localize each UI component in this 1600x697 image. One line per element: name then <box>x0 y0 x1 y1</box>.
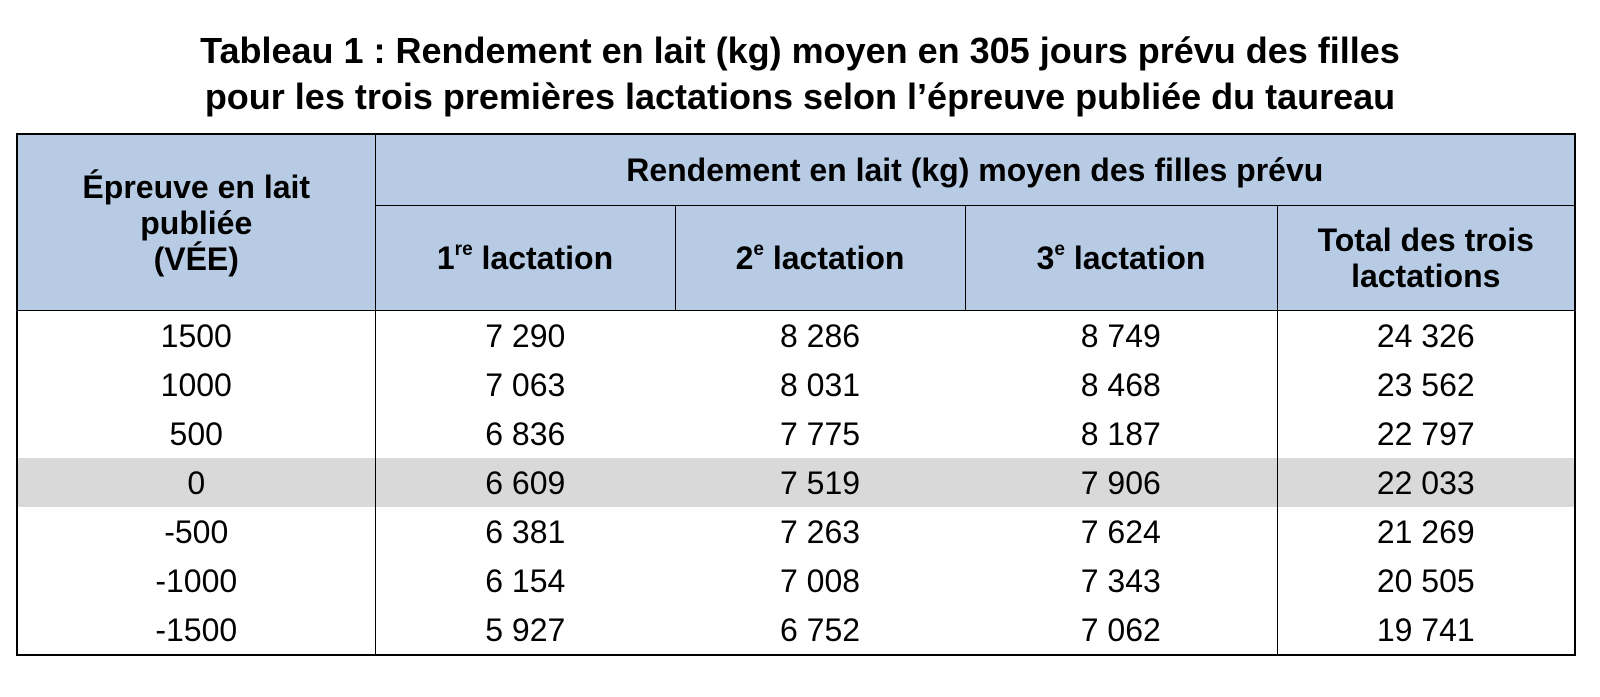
col1-number: 1 <box>436 240 455 276</box>
title-line-1: Tableau 1 : Rendement en lait (kg) moyen en 305 jours prévu des filles <box>200 30 1400 71</box>
cell-lactation-3: 7 062 <box>1080 611 1161 648</box>
cell-lactation-1: 6 154 <box>485 562 566 599</box>
table-title <box>0 28 1600 120</box>
table-row <box>17 605 1575 655</box>
cell-lactation-3: 7 343 <box>1080 562 1161 599</box>
table-row <box>17 311 1575 361</box>
cell-lactation-1: 6 381 <box>485 513 566 550</box>
cell-proof: 1500 <box>17 311 375 361</box>
row-header-line-1: Épreuve en lait <box>82 168 311 205</box>
cell-proof: 1000 <box>17 360 375 409</box>
cell-total: 22 033 <box>1277 458 1575 507</box>
cell-lactation-2: 8 286 <box>779 317 861 354</box>
col4-line-1: Total des trois <box>1317 222 1534 258</box>
col1-superscript: re <box>454 239 473 260</box>
group-header: Rendement en lait (kg) moyen des filles prévu <box>375 134 1575 206</box>
cell-proof: -500 <box>17 507 375 556</box>
col3-label: lactation <box>1064 240 1206 276</box>
cell-lactation-2: 7 008 <box>779 562 861 599</box>
row-header-line-2: publiée <box>140 204 253 241</box>
cell-lactation-2: 8 031 <box>779 366 861 403</box>
row-header-line-3: (VÉE) <box>153 240 239 277</box>
cell-lactation-3: 7 624 <box>1080 513 1161 550</box>
col-header-lactation-1 <box>375 206 675 311</box>
table-row <box>17 556 1575 605</box>
cell-proof: -1500 <box>17 605 375 655</box>
row-header-proof <box>17 134 375 311</box>
cell-total: 23 562 <box>1277 360 1575 409</box>
cell-total: 19 741 <box>1277 605 1575 655</box>
col2-number: 2 <box>735 240 754 276</box>
cell-lactation-1: 5 927 <box>485 611 566 648</box>
cell-lactation-3: 8 468 <box>1080 366 1161 403</box>
col4-line-2: lactations <box>1351 258 1501 294</box>
col3-number: 3 <box>1036 240 1055 276</box>
cell-lactation-3: 8 749 <box>1080 317 1161 354</box>
col2-superscript: e <box>753 239 764 260</box>
col-header-lactation-2 <box>675 206 965 311</box>
cell-proof: 0 <box>17 458 375 507</box>
table-row <box>17 409 1575 458</box>
col-header-lactation-3 <box>965 206 1277 311</box>
cell-lactation-2: 7 263 <box>779 513 861 550</box>
cell-total: 20 505 <box>1277 556 1575 605</box>
cell-lactation-2: 7 519 <box>675 458 965 507</box>
cell-lactation-1: 7 290 <box>485 317 566 354</box>
milk-yield-table <box>16 133 1576 656</box>
col1-label: lactation <box>472 240 614 276</box>
cell-lactation-1: 7 063 <box>485 366 566 403</box>
col3-superscript: e <box>1054 239 1065 260</box>
title-line-2: pour les trois premières lactations selon l’épreuve publiée du taureau <box>204 76 1396 117</box>
cell-lactation-3: 8 187 <box>1080 415 1161 452</box>
col-header-total <box>1277 206 1575 311</box>
cell-lactation-2: 6 752 <box>779 611 861 648</box>
cell-proof: -1000 <box>17 556 375 605</box>
table-row <box>17 360 1575 409</box>
cell-lactation-1: 6 609 <box>375 458 675 507</box>
table-row-highlighted <box>17 458 1575 507</box>
cell-lactation-2: 7 775 <box>779 415 861 452</box>
col2-label: lactation <box>763 240 905 276</box>
cell-lactation-1: 6 836 <box>485 415 566 452</box>
cell-total: 24 326 <box>1277 311 1575 361</box>
cell-proof: 500 <box>17 409 375 458</box>
table-row <box>17 507 1575 556</box>
cell-lactation-3: 7 906 <box>965 458 1277 507</box>
cell-total: 21 269 <box>1277 507 1575 556</box>
cell-total: 22 797 <box>1277 409 1575 458</box>
